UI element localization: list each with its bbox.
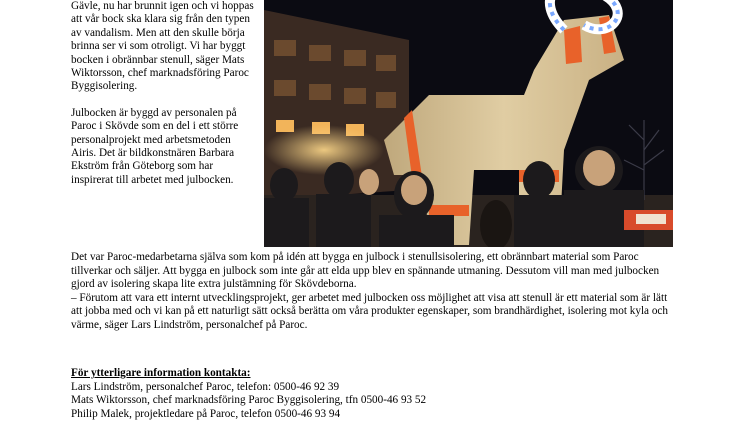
contact-line: Philip Malek, projektledare på Paroc, telefon 0500-46 93 94 [71, 407, 341, 420]
intro-column [71, 0, 257, 187]
contact-heading: För ytterligare information kontakta: [71, 367, 251, 379]
contact-line: Lars Lindström, personalchef Paroc, telefon: 0500-46 92 39 [71, 380, 340, 393]
julbock-photo [264, 0, 673, 247]
contact-line: Mats Wiktorsson, chef marknadsföring Paroc Byggisolering, tfn 0500-46 93 52 [71, 394, 427, 407]
julbock-photo-graphic [264, 0, 673, 247]
body-paragraph-1: Det var Paroc-medarbetarna själva som kom på idén att bygga en julbock i stenullsisolering, ett obrännbart material som Paroc tillverkar och säljer. Att bygga en julbock som inte går att elda upp blev en spännande utmaning. Dessutom vill man med julbocken gjord av isolering skapa lite extra julstämning för Skövdeborna. [71, 251, 660, 290]
body-paragraph-2: – Förutom att vara ett internt utvecklingsprojekt, ger arbetet med julbocken oss möjlighet att visa att stenull är ett material som är lätt att jobba med och vi kan på ett naturligt sätt också berätta om våra produkter egenskaper, som brandhärdighet, isolering mot kyla och värme, säger Lars Lindström, personalchef på Paroc. [71, 291, 668, 331]
intro-paragraph-1: Gävle, nu har brunnit igen och vi hoppas att vår bock ska klara sig från den typen av vandalism. Men att den skulle börja brinna ser vi som otroligt. Vi har byggt bocken i obrännbar stenull, säger Mats Wiktorsson, chef marknadsföring Paroc Byggisolering. [71, 0, 254, 93]
intro-paragraph-2: Julbocken är byggd av personalen på Paroc i Skövde som en del i ett större personalprojekt med arbetsmetoden Airis. Det är bildkonstnären Barbara Ekström från Göteborg som har inspirerat till arbetet med julbocken. [71, 106, 239, 186]
contact-section [71, 367, 671, 421]
body-text [71, 251, 671, 332]
